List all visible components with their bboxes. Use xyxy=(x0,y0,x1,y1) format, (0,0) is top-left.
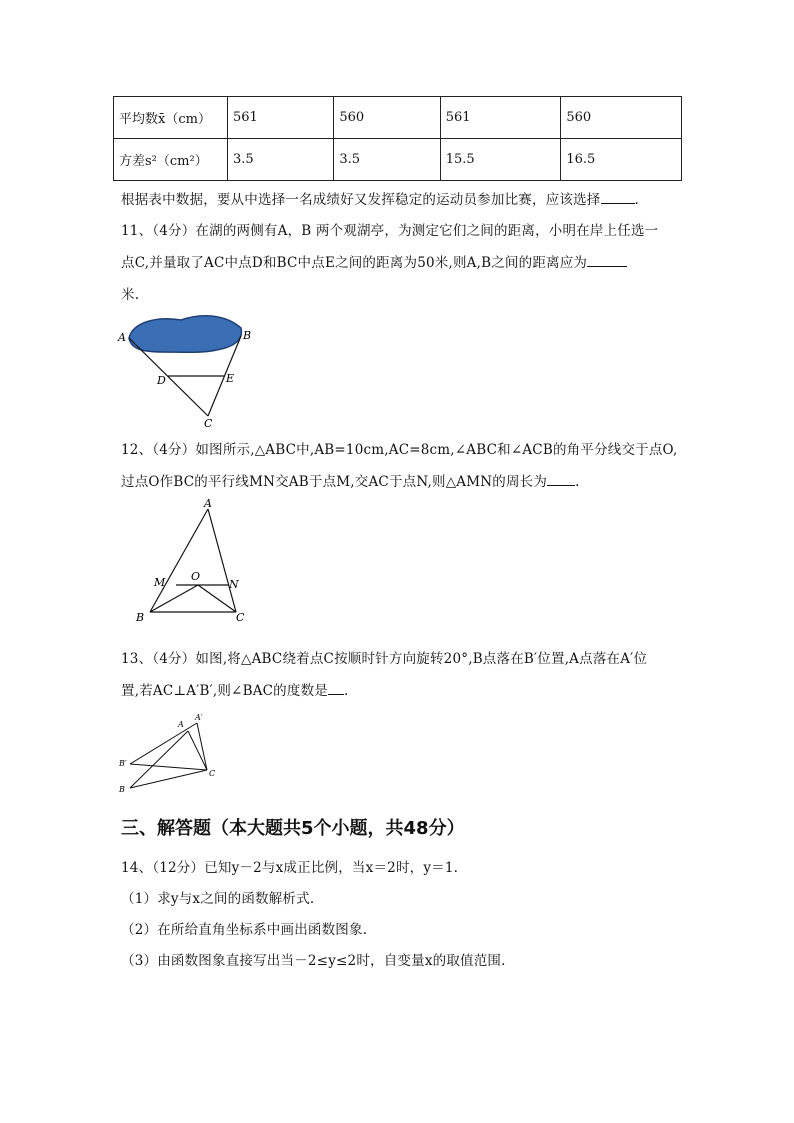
answer-blank xyxy=(601,191,635,204)
label-M: M xyxy=(154,576,166,589)
table-cell: 560 xyxy=(334,97,440,139)
table-cell: 561 xyxy=(440,97,561,139)
question-13-line2: 置,若AC⊥A′B′,则∠BAC的度数是 . xyxy=(121,683,349,699)
section-heading: 三、解答题（本大题共5个小题，共48分） xyxy=(121,818,465,839)
segment-AC xyxy=(188,731,207,770)
lake-figure xyxy=(115,308,265,433)
segment-A2B2 xyxy=(130,723,197,764)
label-O: O xyxy=(191,570,201,583)
label-C: C xyxy=(236,611,245,624)
label-E: E xyxy=(226,372,235,385)
question-12-line2: 过点O作BC的平行线MN交AB于点M,交AC于点N,则△AMN的周长为 . xyxy=(121,474,580,490)
label-B-prime: B′ xyxy=(119,759,127,768)
label-A-prime: A′ xyxy=(195,713,203,722)
label-A: A xyxy=(178,720,184,729)
segment-AB xyxy=(130,731,188,788)
label-B: B xyxy=(136,611,145,624)
data-table xyxy=(113,96,682,181)
question-14-part2: （2）在所给直角坐标系中画出函数图象. xyxy=(121,922,368,938)
label-N: N xyxy=(229,578,239,591)
answer-blank xyxy=(587,254,627,267)
question-12-line1: 12、（4分）如图所示,△ABC中,AB=10cm,AC=8cm,∠ABC和∠ACB的角平分线交于点O, xyxy=(121,442,678,458)
answer-blank xyxy=(547,473,575,486)
segment-BC xyxy=(130,770,207,788)
rotation-figure-13 xyxy=(115,708,230,798)
label-B: B xyxy=(119,785,125,794)
lake-shape xyxy=(129,316,241,353)
table-cell: 16.5 xyxy=(561,139,682,181)
triangle-figure-12 xyxy=(128,495,258,630)
table-cell: 3.5 xyxy=(334,139,440,181)
label-C: C xyxy=(204,417,213,430)
question-14-line1: 14、（12分）已知y－2与x成正比例，当x＝2时，y＝1. xyxy=(121,860,459,876)
table-row xyxy=(114,139,682,181)
table-cell: 561 xyxy=(228,97,334,139)
segment-A2C xyxy=(197,723,207,770)
table-cell: 15.5 xyxy=(440,139,561,181)
table-header-mean: 平均数x̄（cm） xyxy=(114,97,228,139)
table-row xyxy=(114,97,682,139)
segment-AB xyxy=(150,509,208,612)
question-14-part3: （3）由函数图象直接写出当－2≤y≤2时，自变量x的取值范围. xyxy=(121,953,506,969)
question-11-line3: 米. xyxy=(121,287,140,303)
question-11-line2: 点C,并量取了AC中点D和BC中点E之间的距离为50米,则A,B之间的距离应为 xyxy=(121,251,627,271)
table-cell: 3.5 xyxy=(228,139,334,181)
label-A: A xyxy=(204,497,212,510)
question-13-line1: 13、（4分）如图,将△ABC绕着点C按顺时针方向旋转20°,B点落在B′位置,A点落在A′位 xyxy=(121,651,648,667)
table-cell: 560 xyxy=(561,97,682,139)
segment-B2C xyxy=(130,764,207,770)
label-A: A xyxy=(118,331,126,344)
label-D: D xyxy=(157,374,166,387)
answer-blank xyxy=(328,682,344,695)
question-11-line1: 11、（4分）在湖的两侧有A，B 两个观湖亭，为测定它们之间的距离，小明在岸上任选一 xyxy=(121,223,659,239)
question-14-part1: （1）求y与x之间的函数解析式. xyxy=(121,891,315,907)
segment-AC xyxy=(208,509,236,612)
question-10-tail: 根据表中数据，要从中选择一名成绩好又发挥稳定的运动员参加比赛，应该选择 . xyxy=(121,192,639,208)
table-header-variance: 方差s²（cm²） xyxy=(114,139,228,181)
label-B: B xyxy=(243,329,252,342)
label-C: C xyxy=(209,769,216,778)
